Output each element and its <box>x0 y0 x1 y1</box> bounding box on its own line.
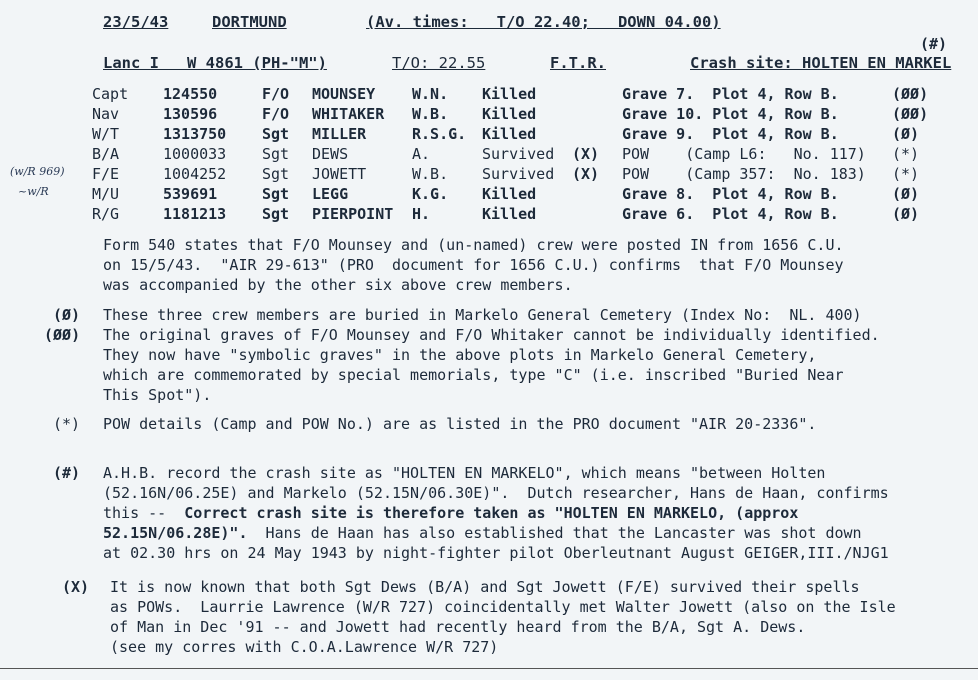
crew-detail: Grave 8. Plot 4, Row B. <box>622 185 839 203</box>
form540-line-3: was accompanied by the other six above crew members. <box>103 276 573 294</box>
crew-fate: Killed <box>482 205 537 223</box>
crew-mark: (X) <box>572 145 600 163</box>
note-double-line-2: They now have "symbolic graves" in the above plots in Markelo General Cemetery, <box>103 346 817 364</box>
note-x-line-4: (see my corres with C.O.A.Lawrence W/R 727) <box>110 638 499 656</box>
note-single-text: These three crew members are buried in Markelo General Cemetery (Index No: NL. 400) <box>103 306 862 324</box>
aircraft-type: Lanc I W 4861 (PH-"M") <box>103 54 327 72</box>
note-x-line-1: It is now known that both Sgt Dews (B/A) and Sgt Jowett (F/E) survived their spells <box>110 578 860 596</box>
crew-note: (*) <box>892 165 920 183</box>
crew-role: F/E <box>92 165 120 183</box>
crew-detail: POW (Camp 357: No. 183) <box>622 165 866 183</box>
note-star-marker: (*) <box>53 415 81 433</box>
crew-fate: Killed <box>482 125 537 143</box>
header-date: 23/5/43 <box>103 13 169 31</box>
note-double-line-4: This Spot"). <box>103 386 212 404</box>
crew-rank: F/O <box>262 105 290 123</box>
crew-note: (*) <box>892 145 920 163</box>
crew-number: 539691 <box>163 185 218 203</box>
handwritten-note-2: ~w/R <box>18 185 49 198</box>
handwritten-note-1: (w/R 969) <box>10 165 65 178</box>
crew-initials: W.B. <box>412 105 449 123</box>
crew-fate: Killed <box>482 85 537 103</box>
crew-number: 1181213 <box>163 205 227 223</box>
crew-fate: Killed <box>482 185 537 203</box>
hash-mark: (#) <box>920 35 948 53</box>
crew-role: Capt <box>92 85 129 103</box>
note-hash-line-4 <box>103 524 862 542</box>
note-hash-line-3a: this -- <box>103 504 185 522</box>
crew-name: PIERPOINT <box>312 205 394 223</box>
crew-number: 1000033 <box>163 145 227 163</box>
crew-number: 1004252 <box>163 165 227 183</box>
crew-name: LEGG <box>312 185 349 203</box>
header-target: DORTMUND <box>212 13 287 31</box>
aircraft-takeoff: T/O: 22.55 <box>392 54 486 72</box>
crew-rank: Sgt <box>262 145 290 163</box>
crew-detail: Grave 9. Plot 4, Row B. <box>622 125 839 143</box>
note-star-text: POW details (Camp and POW No.) are as listed in the PRO document "AIR 20-2336". <box>103 415 817 433</box>
note-hash-line-2: (52.16N/06.25E) and Markelo (52.15N/06.30E)". Dutch researcher, Hans de Haan, confirms <box>103 484 889 502</box>
aircraft-status: F.T.R. <box>550 54 606 72</box>
note-hash-conclusion-2: 52.15N/06.28E)". <box>103 524 248 542</box>
bottom-rule <box>0 668 978 669</box>
crew-number: 124550 <box>163 85 218 103</box>
crew-initials: W.N. <box>412 85 449 103</box>
note-hash-marker: (#) <box>53 464 81 482</box>
crew-note: (ØØ) <box>892 85 929 103</box>
note-hash-line-1: A.H.B. record the crash site as "HOLTEN EN MARKELO", which means "between Holten <box>103 464 826 482</box>
note-double-marker: (ØØ) <box>44 326 81 344</box>
crew-name: JOWETT <box>312 165 367 183</box>
crew-fate: Survived <box>482 165 555 183</box>
note-single-marker: (Ø) <box>53 306 81 324</box>
crew-name: MOUNSEY <box>312 85 376 103</box>
crew-fate: Killed <box>482 105 537 123</box>
crew-detail: Grave 6. Plot 4, Row B. <box>622 205 839 223</box>
note-x-marker: (X) <box>62 578 90 596</box>
crew-initials: H. <box>412 205 431 223</box>
note-x-line-2: as POWs. Laurrie Lawrence (W/R 727) coincidentally met Walter Jowett (also on the Isle <box>110 598 896 616</box>
crew-name: WHITAKER <box>312 105 385 123</box>
crew-rank: Sgt <box>262 125 290 143</box>
crew-note: (Ø) <box>892 185 920 203</box>
aircraft-crash-site: Crash site: HOLTEN EN MARKEL <box>690 54 952 72</box>
note-hash-line-3 <box>103 504 798 522</box>
crew-detail: Grave 10. Plot 4, Row B. <box>622 105 839 123</box>
crew-name: MILLER <box>312 125 367 143</box>
form540-line-1: Form 540 states that F/O Mounsey and (un-named) crew were posted IN from 1656 C.U. <box>103 236 844 254</box>
crew-name: DEWS <box>312 145 349 163</box>
crew-mark: (X) <box>572 165 600 183</box>
crew-detail: Grave 7. Plot 4, Row B. <box>622 85 839 103</box>
note-double-line-3: which are commemorated by special memorials, type "C" (i.e. inscribed "Buried Near <box>103 366 844 384</box>
form540-line-2: on 15/5/43. "AIR 29-613" (PRO document for 1656 C.U.) confirms that F/O Mounsey <box>103 256 844 274</box>
crew-detail: POW (Camp L6: No. 117) <box>622 145 866 163</box>
crew-role: B/A <box>92 145 120 163</box>
crew-note: (Ø) <box>892 205 920 223</box>
crew-initials: A. <box>412 145 431 163</box>
note-hash-line-4b: Hans de Haan has also established that the Lancaster was shot down <box>247 524 862 542</box>
crew-role: Nav <box>92 105 120 123</box>
note-hash-conclusion-1: Correct crash site is therefore taken as "HOLTEN EN MARKELO, (approx <box>184 504 799 522</box>
crew-note: (ØØ) <box>892 105 929 123</box>
crew-initials: R.S.G. <box>412 125 467 143</box>
crew-role: M/U <box>92 185 120 203</box>
crew-note: (Ø) <box>892 125 920 143</box>
crew-rank: Sgt <box>262 205 290 223</box>
crew-initials: K.G. <box>412 185 449 203</box>
crew-role: W/T <box>92 125 120 143</box>
crew-initials: W.B. <box>412 165 449 183</box>
note-x-line-3: of Man in Dec '91 -- and Jowett had recently heard from the B/A, Sgt A. Dews. <box>110 618 806 636</box>
crew-number: 1313750 <box>163 125 227 143</box>
crew-fate: Survived <box>482 145 555 163</box>
crew-rank: F/O <box>262 85 290 103</box>
crew-rank: Sgt <box>262 165 290 183</box>
note-double-line-1: The original graves of F/O Mounsey and F/O Whitaker cannot be individually identified. <box>103 326 880 344</box>
note-hash-line-5: at 02.30 hrs on 24 May 1943 by night-fighter pilot Oberleutnant August GEIGER,III./NJG1 <box>103 544 889 562</box>
crew-rank: Sgt <box>262 185 290 203</box>
crew-role: R/G <box>92 205 120 223</box>
header-times: (Av. times: T/O 22.40; DOWN 04.00) <box>366 13 721 31</box>
crew-number: 130596 <box>163 105 218 123</box>
